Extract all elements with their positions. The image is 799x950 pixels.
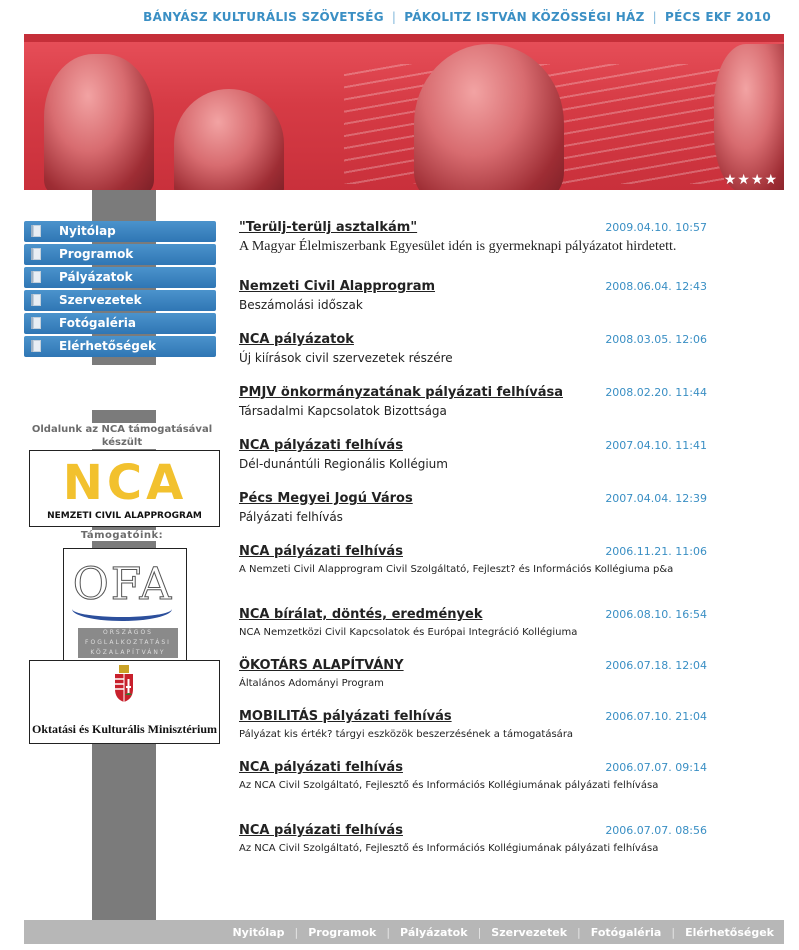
news-date: 2007.04.10. 11:41 <box>605 439 707 452</box>
footer-link-programok[interactable]: Programok <box>308 926 377 939</box>
separator: | <box>391 10 397 24</box>
menu-item-label: Pályázatok <box>59 270 133 284</box>
news-desc: Beszámolási időszak <box>239 298 363 312</box>
news-title[interactable]: NCA pályázatok <box>239 332 354 347</box>
banner-stars: ★★★★ <box>723 172 778 188</box>
news-title[interactable]: NCA pályázati felhívás <box>239 438 403 453</box>
nca-logo[interactable] <box>29 450 220 527</box>
menu-item-programok[interactable] <box>24 244 216 265</box>
news-desc: Pályázati felhívás <box>239 510 343 524</box>
menu-item-label: Elérhetőségek <box>59 339 157 353</box>
news-title[interactable]: ÖKOTÁRS ALAPÍTVÁNY <box>239 658 404 673</box>
statue-middle-figure <box>174 89 284 190</box>
news-item <box>239 491 709 524</box>
document-icon <box>31 294 41 306</box>
top-link-pecs-ekf[interactable]: PÉCS EKF 2010 <box>664 10 771 24</box>
main-menu <box>24 221 216 359</box>
banner-topline <box>24 34 784 42</box>
news-item <box>239 544 709 576</box>
document-icon <box>31 248 41 260</box>
news-desc: Az NCA Civil Szolgáltató, Fejlesztő és Információs Kollégiumának pályázati felhívása <box>239 843 659 854</box>
menu-item-szervezetek[interactable] <box>24 290 216 311</box>
news-date: 2006.11.21. 11:06 <box>605 545 707 558</box>
menu-item-palyazatok[interactable] <box>24 267 216 288</box>
news-title[interactable]: NCA pályázati felhívás <box>239 544 403 559</box>
news-item <box>239 438 709 471</box>
header-banner <box>24 34 784 190</box>
ofa-swoosh <box>72 597 172 621</box>
footer-link-palyazatok[interactable]: Pályázatok <box>400 926 468 939</box>
news-item <box>239 760 709 792</box>
footer-links <box>232 926 774 939</box>
news-item <box>239 823 709 855</box>
separator: | <box>671 926 676 939</box>
separator: | <box>386 926 391 939</box>
document-icon <box>31 225 41 237</box>
news-item <box>239 279 709 312</box>
news-desc: A Magyar Élelmiszerbank Egyesület idén is gyermeknapi pályázatot hirdetett. <box>239 239 677 254</box>
footer-link-fotogaleria[interactable]: Fotógaléria <box>590 926 662 939</box>
news-title[interactable]: PMJV önkormányzatának pályázati felhívása <box>239 385 563 400</box>
news-title[interactable]: Pécs Megyei Jogú Város <box>239 491 413 506</box>
news-date: 2006.07.18. 12:04 <box>605 659 707 672</box>
news-desc: Az NCA Civil Szolgáltató, Fejlesztő és Információs Kollégiumának pályázati felhívása <box>239 780 659 791</box>
news-date: 2007.04.04. 12:39 <box>605 492 707 505</box>
top-link-banyasz[interactable]: BÁNYÁSZ KULTURÁLIS SZÖVETSÉG <box>143 10 384 24</box>
news-date: 2008.06.04. 12:43 <box>605 280 707 293</box>
news-date: 2006.07.07. 08:56 <box>605 824 707 837</box>
document-icon <box>31 340 41 352</box>
menu-item-label: Szervezetek <box>59 293 142 307</box>
news-title[interactable]: MOBILITÁS pályázati felhívás <box>239 709 452 724</box>
statue-rock <box>714 44 784 190</box>
separator: | <box>477 926 482 939</box>
statue-left-figure <box>44 54 154 190</box>
news-date: 2008.03.05. 12:06 <box>605 333 707 346</box>
news-date: 2009.04.10. 10:57 <box>605 221 707 234</box>
supporters-label: Támogatóink: <box>24 530 220 541</box>
document-icon <box>31 317 41 329</box>
news-title[interactable]: NCA pályázati felhívás <box>239 760 403 775</box>
menu-item-elerhetosegek[interactable] <box>24 336 216 357</box>
sponsor-note: Oldalunk az NCA támogatásával készült <box>24 423 220 449</box>
news-date: 2006.07.07. 09:14 <box>605 761 707 774</box>
news-desc: Dél-dunántúli Regionális Kollégium <box>239 457 448 471</box>
document-icon <box>31 271 41 283</box>
footer-link-szervezetek[interactable]: Szervezetek <box>491 926 568 939</box>
news-item <box>239 607 709 639</box>
menu-item-label: Programok <box>59 247 134 261</box>
separator: | <box>294 926 299 939</box>
news-item <box>239 385 709 418</box>
news-item <box>239 709 709 741</box>
left-spacer <box>24 365 220 410</box>
news-desc: A Nemzeti Civil Alapprogram Civil Szolgáltató, Fejleszt? és Információs Kollégiuma p&a <box>239 564 674 575</box>
okm-logo[interactable] <box>29 660 220 744</box>
ofa-logo-letters: OFA <box>72 559 174 610</box>
footer-bar <box>24 920 784 944</box>
news-desc: Pályázat kis érték? tárgyi eszközök beszerzésének a támogatására <box>239 729 574 740</box>
menu-item-label: Fotógaléria <box>59 316 137 330</box>
ofa-band: ORSZÁGOS FOGLALKOZTATÁSI KÖZALAPÍTVÁNY <box>78 628 178 658</box>
separator: | <box>577 926 581 939</box>
news-title[interactable]: "Terülj-terülj asztalkám" <box>239 220 418 235</box>
news-date: 2006.07.10. 21:04 <box>605 710 707 723</box>
footer-link-nyitolap[interactable]: Nyitólap <box>232 926 285 939</box>
news-item <box>239 332 709 365</box>
top-link-pakolitz[interactable]: PÁKOLITZ ISTVÁN KÖZÖSSÉGI HÁZ <box>404 10 645 24</box>
nca-logo-subtitle: NEMZETI CIVIL ALAPPROGRAM <box>47 511 202 521</box>
menu-item-nyitolap[interactable] <box>24 221 216 242</box>
news-desc: Általános Adományi Program <box>239 678 384 689</box>
news-desc: Új kiírások civil szervezetek részére <box>239 351 453 365</box>
separator: | <box>652 10 657 24</box>
statue-right-head <box>414 44 564 190</box>
coat-of-arms-icon <box>113 665 135 703</box>
footer-link-elerhetosegek[interactable]: Elérhetőségek <box>685 926 774 939</box>
news-title[interactable]: Nemzeti Civil Alapprogram <box>239 279 436 294</box>
okm-logo-text: Oktatási és Kulturális Minisztérium <box>32 722 217 736</box>
news-desc: NCA Nemzetközi Civil Kapcsolatok és Európai Integráció Kollégiuma <box>239 627 578 638</box>
menu-item-label: Nyitólap <box>59 224 116 238</box>
news-date: 2006.08.10. 16:54 <box>605 608 707 621</box>
top-links <box>143 10 771 24</box>
news-date: 2008.02.20. 11:44 <box>605 386 707 399</box>
ofa-logo[interactable] <box>63 548 187 661</box>
nca-logo-letters: NCA <box>62 455 188 511</box>
menu-item-fotogaleria[interactable] <box>24 313 216 334</box>
news-item <box>239 658 709 690</box>
news-desc: Társadalmi Kapcsolatok Bizottsága <box>239 404 447 418</box>
news-title[interactable]: NCA bírálat, döntés, eredmények <box>239 607 483 622</box>
news-title[interactable]: NCA pályázati felhívás <box>239 823 403 838</box>
news-item <box>239 220 709 255</box>
